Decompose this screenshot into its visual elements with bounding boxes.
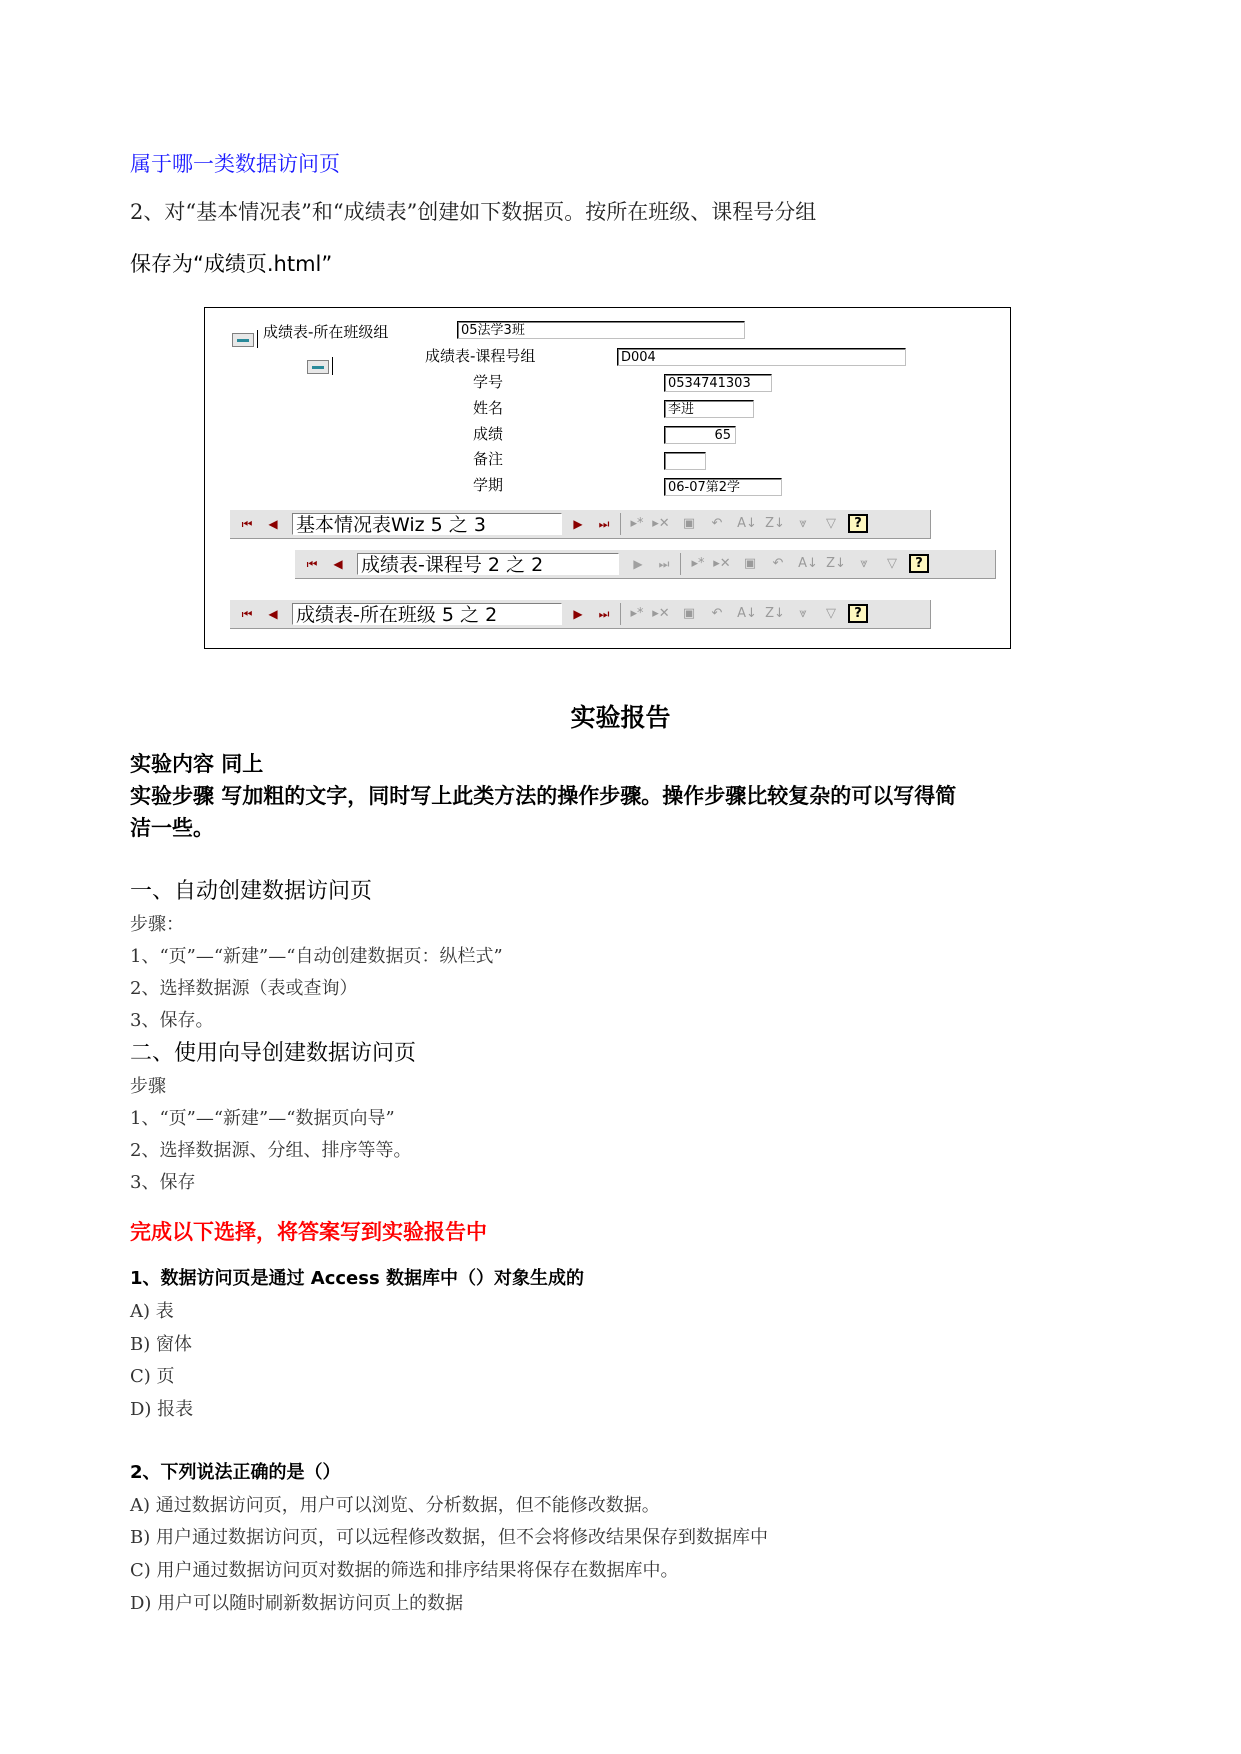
last-record-icon[interactable]: ⏭ <box>658 557 670 571</box>
field-value-xuehao[interactable]: 0534741303 <box>664 374 772 392</box>
q2-option-c: C) 用户通过数据访问页对数据的筛选和排序结果将保存在数据库中。 <box>130 1560 679 1581</box>
report-content-line: 实验内容 同上 <box>130 752 264 776</box>
group1-label: 成绩表-所在班级组 <box>263 323 389 341</box>
new-record-icon[interactable]: ▸* <box>630 606 644 621</box>
first-record-icon[interactable]: ⏮ <box>306 557 318 571</box>
prev-record-icon[interactable]: ◀ <box>268 607 278 621</box>
q2-option-d: D) 用户可以随时刷新数据访问页上的数据 <box>130 1593 464 1614</box>
report-title: 实验报告 <box>570 703 671 732</box>
record-caption: 成绩表-所在班级 5 之 2 <box>292 603 562 625</box>
sort-descending-icon[interactable]: Z↓ <box>826 556 846 571</box>
navbar-kechenghao <box>295 550 996 579</box>
first-record-icon[interactable]: ⏮ <box>241 517 253 531</box>
sort-descending-icon[interactable]: Z↓ <box>765 606 785 621</box>
prev-record-icon[interactable]: ◀ <box>268 517 278 531</box>
toggle-filter-icon[interactable]: ▽ <box>826 516 836 531</box>
section2-step-2: 2、选择数据源、分组、排序等等。 <box>130 1140 412 1161</box>
sort-ascending-icon[interactable]: A↓ <box>737 516 757 531</box>
field-value-chengji[interactable]: 65 <box>664 426 736 444</box>
record-caption: 成绩表-课程号 2 之 2 <box>357 553 619 575</box>
field-label-xuehao: 学号 <box>473 373 504 391</box>
help-icon[interactable]: ? <box>848 514 868 533</box>
group2-label: 成绩表-课程号组 <box>425 347 536 365</box>
intro-line-1: 属于哪一类数据访问页 <box>130 152 340 176</box>
question-1: 1、数据访问页是通过 Access 数据库中（）对象生成的 <box>130 1268 584 1289</box>
section1-step-3: 3、保存。 <box>130 1010 214 1031</box>
navbar-jibenqingkuang <box>230 510 931 539</box>
save-record-icon[interactable]: ▣ <box>682 516 696 531</box>
expand-group1-button[interactable] <box>232 333 254 347</box>
filter-by-selection-icon[interactable]: ⩔ <box>799 516 807 531</box>
section2-heading: 二、使用向导创建数据访问页 <box>130 1041 417 1066</box>
section1-step-2: 2、选择数据源（表或查询） <box>130 978 358 999</box>
section2-sub: 步骤 <box>130 1076 166 1097</box>
last-record-icon[interactable]: ⏭ <box>598 607 610 621</box>
save-record-icon[interactable]: ▣ <box>682 606 696 621</box>
q2-option-a: A) 通过数据访问页，用户可以浏览、分析数据，但不能修改数据。 <box>130 1495 660 1516</box>
field-label-xingming: 姓名 <box>473 399 504 417</box>
next-record-icon[interactable]: ▶ <box>573 517 583 531</box>
delete-record-icon[interactable]: ▸✕ <box>652 606 670 621</box>
q1-option-b: B) 窗体 <box>130 1334 192 1355</box>
intro-line-3: 保存为“成绩页.html” <box>130 252 333 276</box>
q2-option-b: B) 用户通过数据访问页，可以远程修改数据，但不会将修改结果保存到数据库中 <box>130 1527 768 1548</box>
help-icon[interactable]: ? <box>909 554 929 573</box>
delete-record-icon[interactable]: ▸✕ <box>652 516 670 531</box>
q1-option-a: A) 表 <box>130 1301 174 1322</box>
undo-icon[interactable]: ↶ <box>772 556 784 571</box>
field-value-xingming[interactable]: 李进 <box>664 400 754 418</box>
save-record-icon[interactable]: ▣ <box>743 556 757 571</box>
help-icon[interactable]: ? <box>848 604 868 623</box>
new-record-icon[interactable]: ▸* <box>691 556 705 571</box>
filter-by-selection-icon[interactable]: ⩔ <box>860 556 868 571</box>
quiz-heading: 完成以下选择，将答案写到实验报告中 <box>130 1220 487 1244</box>
q1-option-d: D) 报表 <box>130 1399 194 1420</box>
q1-option-c: C) 页 <box>130 1366 175 1387</box>
field-value-xueqi[interactable]: 06-07第2学 <box>664 478 782 496</box>
filter-by-selection-icon[interactable]: ⩔ <box>799 606 807 621</box>
undo-icon[interactable]: ↶ <box>711 516 723 531</box>
sort-ascending-icon[interactable]: A↓ <box>798 556 818 571</box>
record-caption: 基本情况表Wiz 5 之 3 <box>292 513 562 535</box>
delete-record-icon[interactable]: ▸✕ <box>713 556 731 571</box>
intro-line-2: 2、对“基本情况表”和“成绩表”创建如下数据页。按所在班级、课程号分组 <box>130 200 817 224</box>
field-label-beizhu: 备注 <box>473 450 504 468</box>
group1-value-field[interactable]: 05法学3班 <box>457 321 745 339</box>
next-record-icon[interactable]: ▶ <box>573 607 583 621</box>
group2-value-field[interactable]: D004 <box>617 348 906 366</box>
field-label-xueqi: 学期 <box>473 476 504 494</box>
last-record-icon[interactable]: ⏭ <box>598 517 610 531</box>
report-steps-line-2: 洁一些。 <box>130 816 214 840</box>
section1-sub: 步骤： <box>130 914 184 935</box>
navbar-suozaibanji <box>230 600 931 629</box>
question-2: 2、下列说法正确的是（） <box>130 1462 341 1483</box>
field-value-beizhu[interactable] <box>664 452 706 470</box>
field-label-chengji: 成绩 <box>473 425 504 443</box>
section2-step-1: 1、“页”—“新建”—“数据页向导” <box>130 1108 395 1129</box>
section1-step-1: 1、“页”—“新建”—“自动创建数据页：纵栏式” <box>130 946 503 967</box>
data-page-screenshot <box>204 307 1011 649</box>
report-steps-line-1: 实验步骤 写加粗的文字，同时写上此类方法的操作步骤。操作步骤比较复杂的可以写得简 <box>130 784 957 808</box>
first-record-icon[interactable]: ⏮ <box>241 607 253 621</box>
new-record-icon[interactable]: ▸* <box>630 516 644 531</box>
undo-icon[interactable]: ↶ <box>711 606 723 621</box>
sort-descending-icon[interactable]: Z↓ <box>765 516 785 531</box>
prev-record-icon[interactable]: ◀ <box>333 557 343 571</box>
section2-step-3: 3、保存 <box>130 1172 196 1193</box>
expand-group2-button[interactable] <box>307 360 329 374</box>
next-record-icon[interactable]: ▶ <box>633 557 643 571</box>
sort-ascending-icon[interactable]: A↓ <box>737 606 757 621</box>
section1-heading: 一、自动创建数据访问页 <box>130 879 373 904</box>
toggle-filter-icon[interactable]: ▽ <box>826 606 836 621</box>
toggle-filter-icon[interactable]: ▽ <box>887 556 897 571</box>
